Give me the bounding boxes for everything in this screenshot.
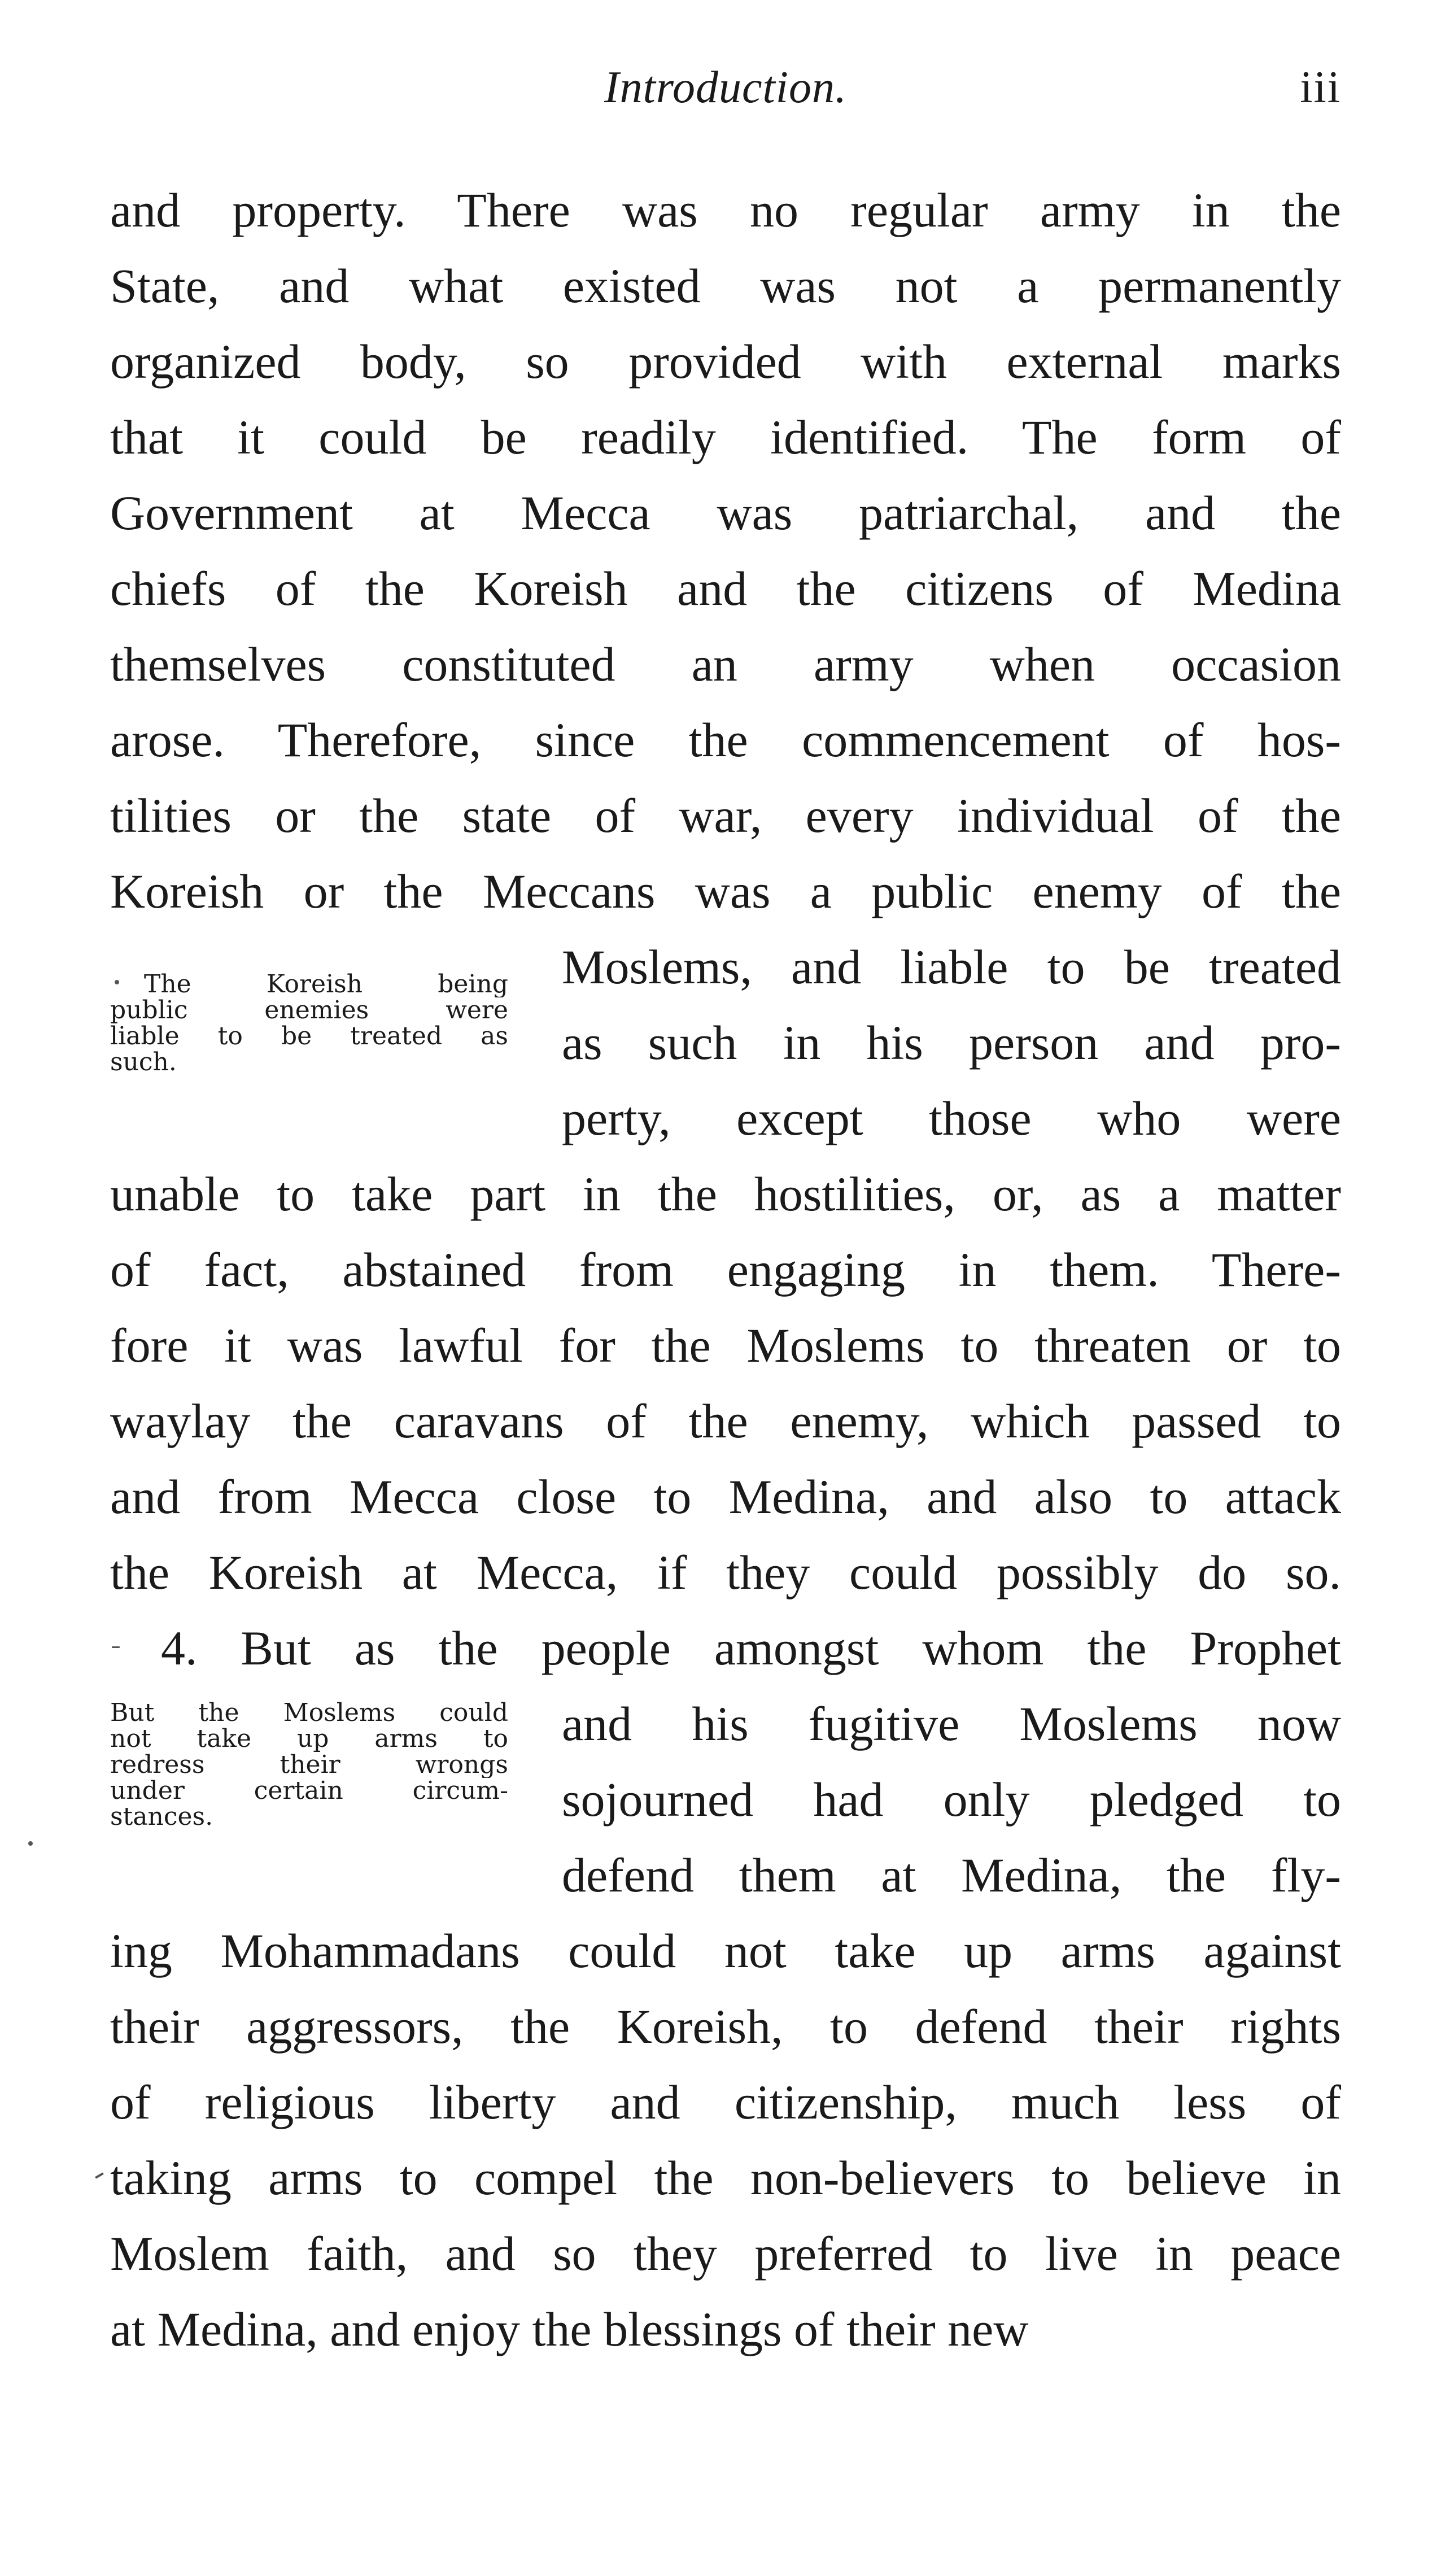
body-line: perty, except those who were bbox=[562, 1091, 1341, 1145]
body-line: at Medina, and enjoy the blessings of their new bbox=[110, 2302, 1029, 2356]
body-line: unable to take part in the hostilities, or, as a matter bbox=[110, 1167, 1341, 1221]
body-line: and his fugitive Moslems now bbox=[562, 1697, 1341, 1751]
side-note-line: redress their wrongs bbox=[110, 1752, 508, 1778]
body-line: ing Mohammadans could not take up arms against bbox=[110, 1924, 1341, 1978]
running-head bbox=[110, 54, 1341, 121]
body-line: their aggressors, the Koreish, to defend their rights bbox=[110, 1999, 1341, 2054]
body-line: Koreish or the Meccans was a public enemy of the bbox=[110, 864, 1341, 918]
side-note-line: not take up arms to bbox=[110, 1726, 508, 1752]
side-note-line: public enemies were bbox=[110, 997, 508, 1023]
side-note-moslems-could-not-take-arms bbox=[110, 1700, 508, 1830]
print-speck bbox=[95, 2172, 104, 2178]
chapter-title: Introduction. bbox=[604, 63, 847, 112]
side-note-line: The Koreish being bbox=[144, 971, 508, 997]
print-speck bbox=[112, 1646, 120, 1648]
side-note-line: But the Moslems could bbox=[110, 1700, 508, 1726]
body-line: and property. There was no regular army in the bbox=[110, 183, 1341, 237]
body-line: that it could be readily identified. The form of bbox=[110, 410, 1341, 464]
side-note-line: stances. bbox=[110, 1804, 213, 1830]
side-note-line: such. bbox=[110, 1049, 177, 1075]
side-note-line: under certain circum- bbox=[110, 1778, 508, 1804]
body-line: organized body, so provided with external marks bbox=[110, 334, 1341, 389]
body-line: tilities or the state of war, every individual of the bbox=[110, 788, 1341, 843]
page-number: iii bbox=[1300, 63, 1341, 112]
print-speck bbox=[28, 1841, 33, 1846]
body-line: arose. Therefore, since the commencement of hos- bbox=[110, 713, 1341, 767]
body-line: of religious liberty and citizenship, much less of bbox=[110, 2075, 1341, 2129]
body-line: Moslems, and liable to be treated bbox=[562, 940, 1341, 994]
print-speck bbox=[115, 980, 119, 984]
body-line: of fact, abstained from engaging in them. There- bbox=[110, 1243, 1341, 1297]
body-line: themselves constituted an army when occasion bbox=[110, 637, 1341, 691]
side-note-line: liable to be treated as bbox=[110, 1023, 508, 1049]
body-line: Government at Mecca was patriarchal, and the bbox=[110, 486, 1341, 540]
body-line: the Koreish at Mecca, if they could possibly do so. bbox=[110, 1545, 1341, 1599]
body-line: defend them at Medina, the fly- bbox=[562, 1848, 1341, 1902]
body-line: as such in his person and pro- bbox=[562, 1015, 1341, 1070]
paragraph-4-first-line: 4. But as the people amongst whom the Prophet bbox=[161, 1621, 1341, 1675]
body-line: State, and what existed was not a permanently bbox=[110, 259, 1341, 313]
body-line: waylay the caravans of the enemy, which passed to bbox=[110, 1394, 1341, 1448]
body-line: chiefs of the Koreish and the citizens of Medina bbox=[110, 561, 1341, 616]
body-line: taking arms to compel the non-believers to believe in bbox=[110, 2151, 1341, 2205]
body-line: fore it was lawful for the Moslems to threaten or to bbox=[110, 1318, 1341, 1372]
body-line: Moslem faith, and so they preferred to live in peace bbox=[110, 2226, 1341, 2281]
body-line: sojourned had only pledged to bbox=[562, 1772, 1341, 1827]
side-note-koreish-enemies bbox=[110, 971, 508, 1075]
body-line: and from Mecca close to Medina, and also to attack bbox=[110, 1470, 1341, 1524]
